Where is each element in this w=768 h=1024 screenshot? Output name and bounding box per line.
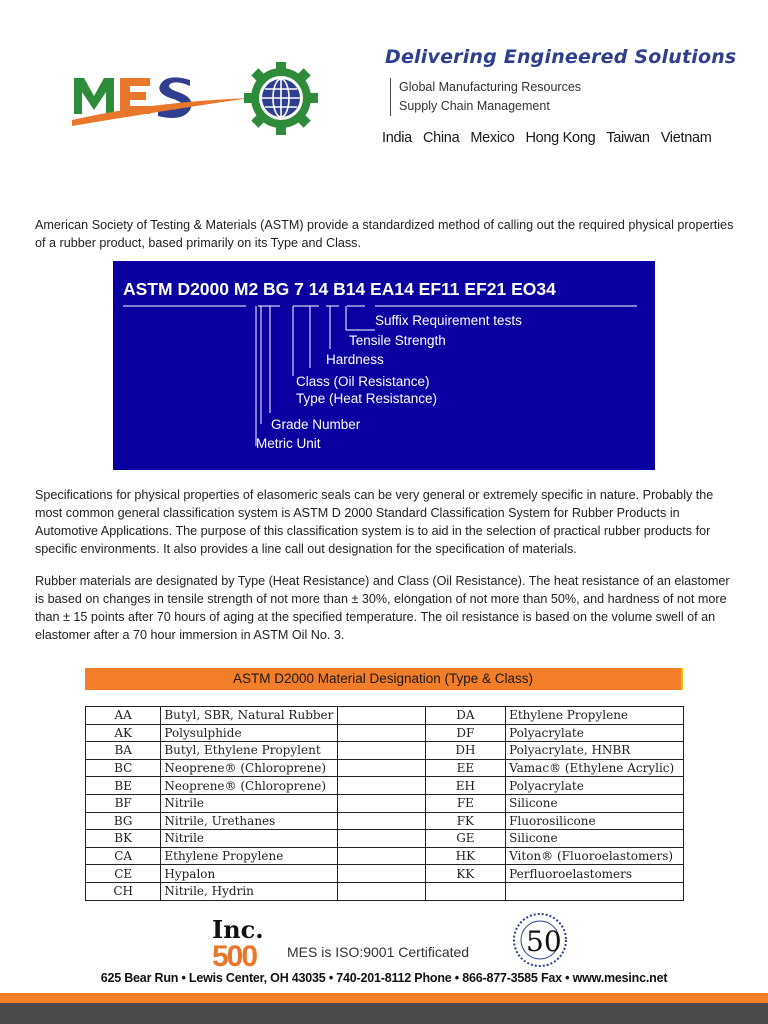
location-item: India [382,130,412,146]
sub-line-2: Supply Chain Management [399,99,550,113]
label-tensile: Tensile Strength [349,333,446,348]
material-designation-table [85,668,683,901]
material-name: Polyacrylate [506,724,684,742]
blank-cell [338,865,425,883]
material-name: Silicone [506,794,684,812]
type-code: AK [86,724,161,742]
location-item: China [422,130,460,146]
iso-certification: MES is ISO:9001 Certificated [287,944,470,960]
blank-cell [338,742,425,760]
type-code: EH [425,777,505,795]
inc-number: 500 [212,940,257,968]
material-name: Polysulphide [161,724,338,742]
inc-text: Inc. [212,916,264,944]
type-code: BC [86,759,161,777]
table-row [86,830,684,848]
blank-cell [338,759,425,777]
location-item: Vietnam [660,130,712,146]
material-name: Ethylene Propylene [161,847,338,865]
label-type: Type (Heat Resistance) [296,391,438,406]
type-code: CE [86,865,161,883]
location-item: Hong Kong [525,130,596,146]
type-code: EE [425,759,505,777]
material-name: Nitrile, Urethanes [161,812,338,830]
type-code: FE [425,794,505,812]
footer-orange-bar [0,993,768,1003]
blank-cell [338,794,425,812]
material-name: Polyacrylate [506,777,684,795]
table-row [86,742,684,760]
type-code: BG [86,812,161,830]
label-suffix: Suffix Requirement tests [375,313,522,328]
type-code: DF [425,724,505,742]
type-code: DH [425,742,505,760]
material-name: Perfluoroelastomers [506,865,684,883]
blank-cell [338,777,425,795]
type-class-paragraph: Rubber materials are designated by Type (Heat Resistance) and Class (Oil Resistance). The heat resistance of an elastomer is based on changes in tensile strength of not more than ± 30%, elongation of not more than 50%, and hardness of not more than ± 15 points after 70 hours of aging at the specified temperature. The oil resistance is based on the volume swell of an elastomer after a 70 hour immersion in ASTM Oil No. 3. [35,574,730,642]
material-name: Neoprene® (Chloroprene) [161,777,338,795]
material-name: Vamac® (Ethylene Acrylic) [506,759,684,777]
type-code: BK [86,830,161,848]
type-code: CH [86,882,161,900]
type-code: HK [425,847,505,865]
mes-logo [70,62,320,142]
anniversary-seal [512,912,568,968]
type-code [425,882,505,900]
seal-number: 50 [526,925,562,958]
material-name: Silicone [506,830,684,848]
table-row [86,882,684,900]
blank-cell [338,812,425,830]
label-metric: Metric Unit [256,436,321,451]
type-code: CA [86,847,161,865]
type-code: AA [86,707,161,725]
blank-cell [338,830,425,848]
type-code: BA [86,742,161,760]
material-name: Nitrile [161,830,338,848]
table-row [86,724,684,742]
material-name: Ethylene Propylene [506,707,684,725]
intro-paragraph: American Society of Testing & Materials (ASTM) provide a standardized method of calling out the required physical properties of a rubber product, based primarily on its Type and Class. [35,218,734,250]
tagline: Delivering Engineered Solutions [385,46,737,68]
table-row [86,865,684,883]
sub-line-1: Global Manufacturing Resources [399,80,582,94]
location-item: Mexico [470,130,515,146]
footer-address: 625 Bear Run • Lewis Center, OH 43035 • 740-201-8112 Phone • 866-877-3585 Fax • www.mesinc.net [100,971,668,985]
material-name: Nitrile, Hydrin [161,882,338,900]
material-name: Hypalon [161,865,338,883]
type-code: DA [425,707,505,725]
table-row [86,794,684,812]
type-code: KK [425,865,505,883]
material-name: Fluorosilicone [506,812,684,830]
material-table [85,706,684,901]
type-code: FK [425,812,505,830]
table-row [86,777,684,795]
tagline-sub [390,78,581,116]
material-name: Polyacrylate, HNBR [506,742,684,760]
table-title: ASTM D2000 Material Designation (Type & Class) [85,668,683,690]
table-row [86,759,684,777]
location-item: Taiwan [606,130,650,146]
astm-callout-diagram [113,261,655,470]
classification-paragraph: Specifications for physical properties of elasomeric seals can be very general or extremely specific in nature. Probably the most common general classification system is ASTM D 2000 Standard Classification System for Rubber Products in Automotive Applications. The purpose of this classification system is to aid in the selection of practical rubber products for specific environments. It also provides a line call out designation for the specification of materials. [35,488,714,556]
inc-500-logo [210,916,270,968]
type-code: GE [425,830,505,848]
material-name [506,882,684,900]
diagram-code: ASTM D2000 M2 BG 7 14 B14 EA14 EF11 EF21 EO34 [123,279,556,299]
material-name: Nitrile [161,794,338,812]
type-code: BE [86,777,161,795]
table-row [86,847,684,865]
label-class: Class (Oil Resistance) [296,374,430,389]
table-row [86,812,684,830]
label-hardness: Hardness [326,352,384,367]
table-row [86,707,684,725]
material-name: Butyl, Ethylene Propylent [161,742,338,760]
type-code: BF [86,794,161,812]
blank-cell [338,847,425,865]
locations-list [382,130,712,146]
label-grade: Grade Number [271,417,361,432]
blank-cell [338,707,425,725]
footer-gray-bar [0,1003,768,1024]
material-name: Viton® (Fluoroelastomers) [506,847,684,865]
material-name: Neoprene® (Chloroprene) [161,759,338,777]
material-name: Butyl, SBR, Natural Rubber [161,707,338,725]
blank-cell [338,724,425,742]
blank-cell [338,882,425,900]
